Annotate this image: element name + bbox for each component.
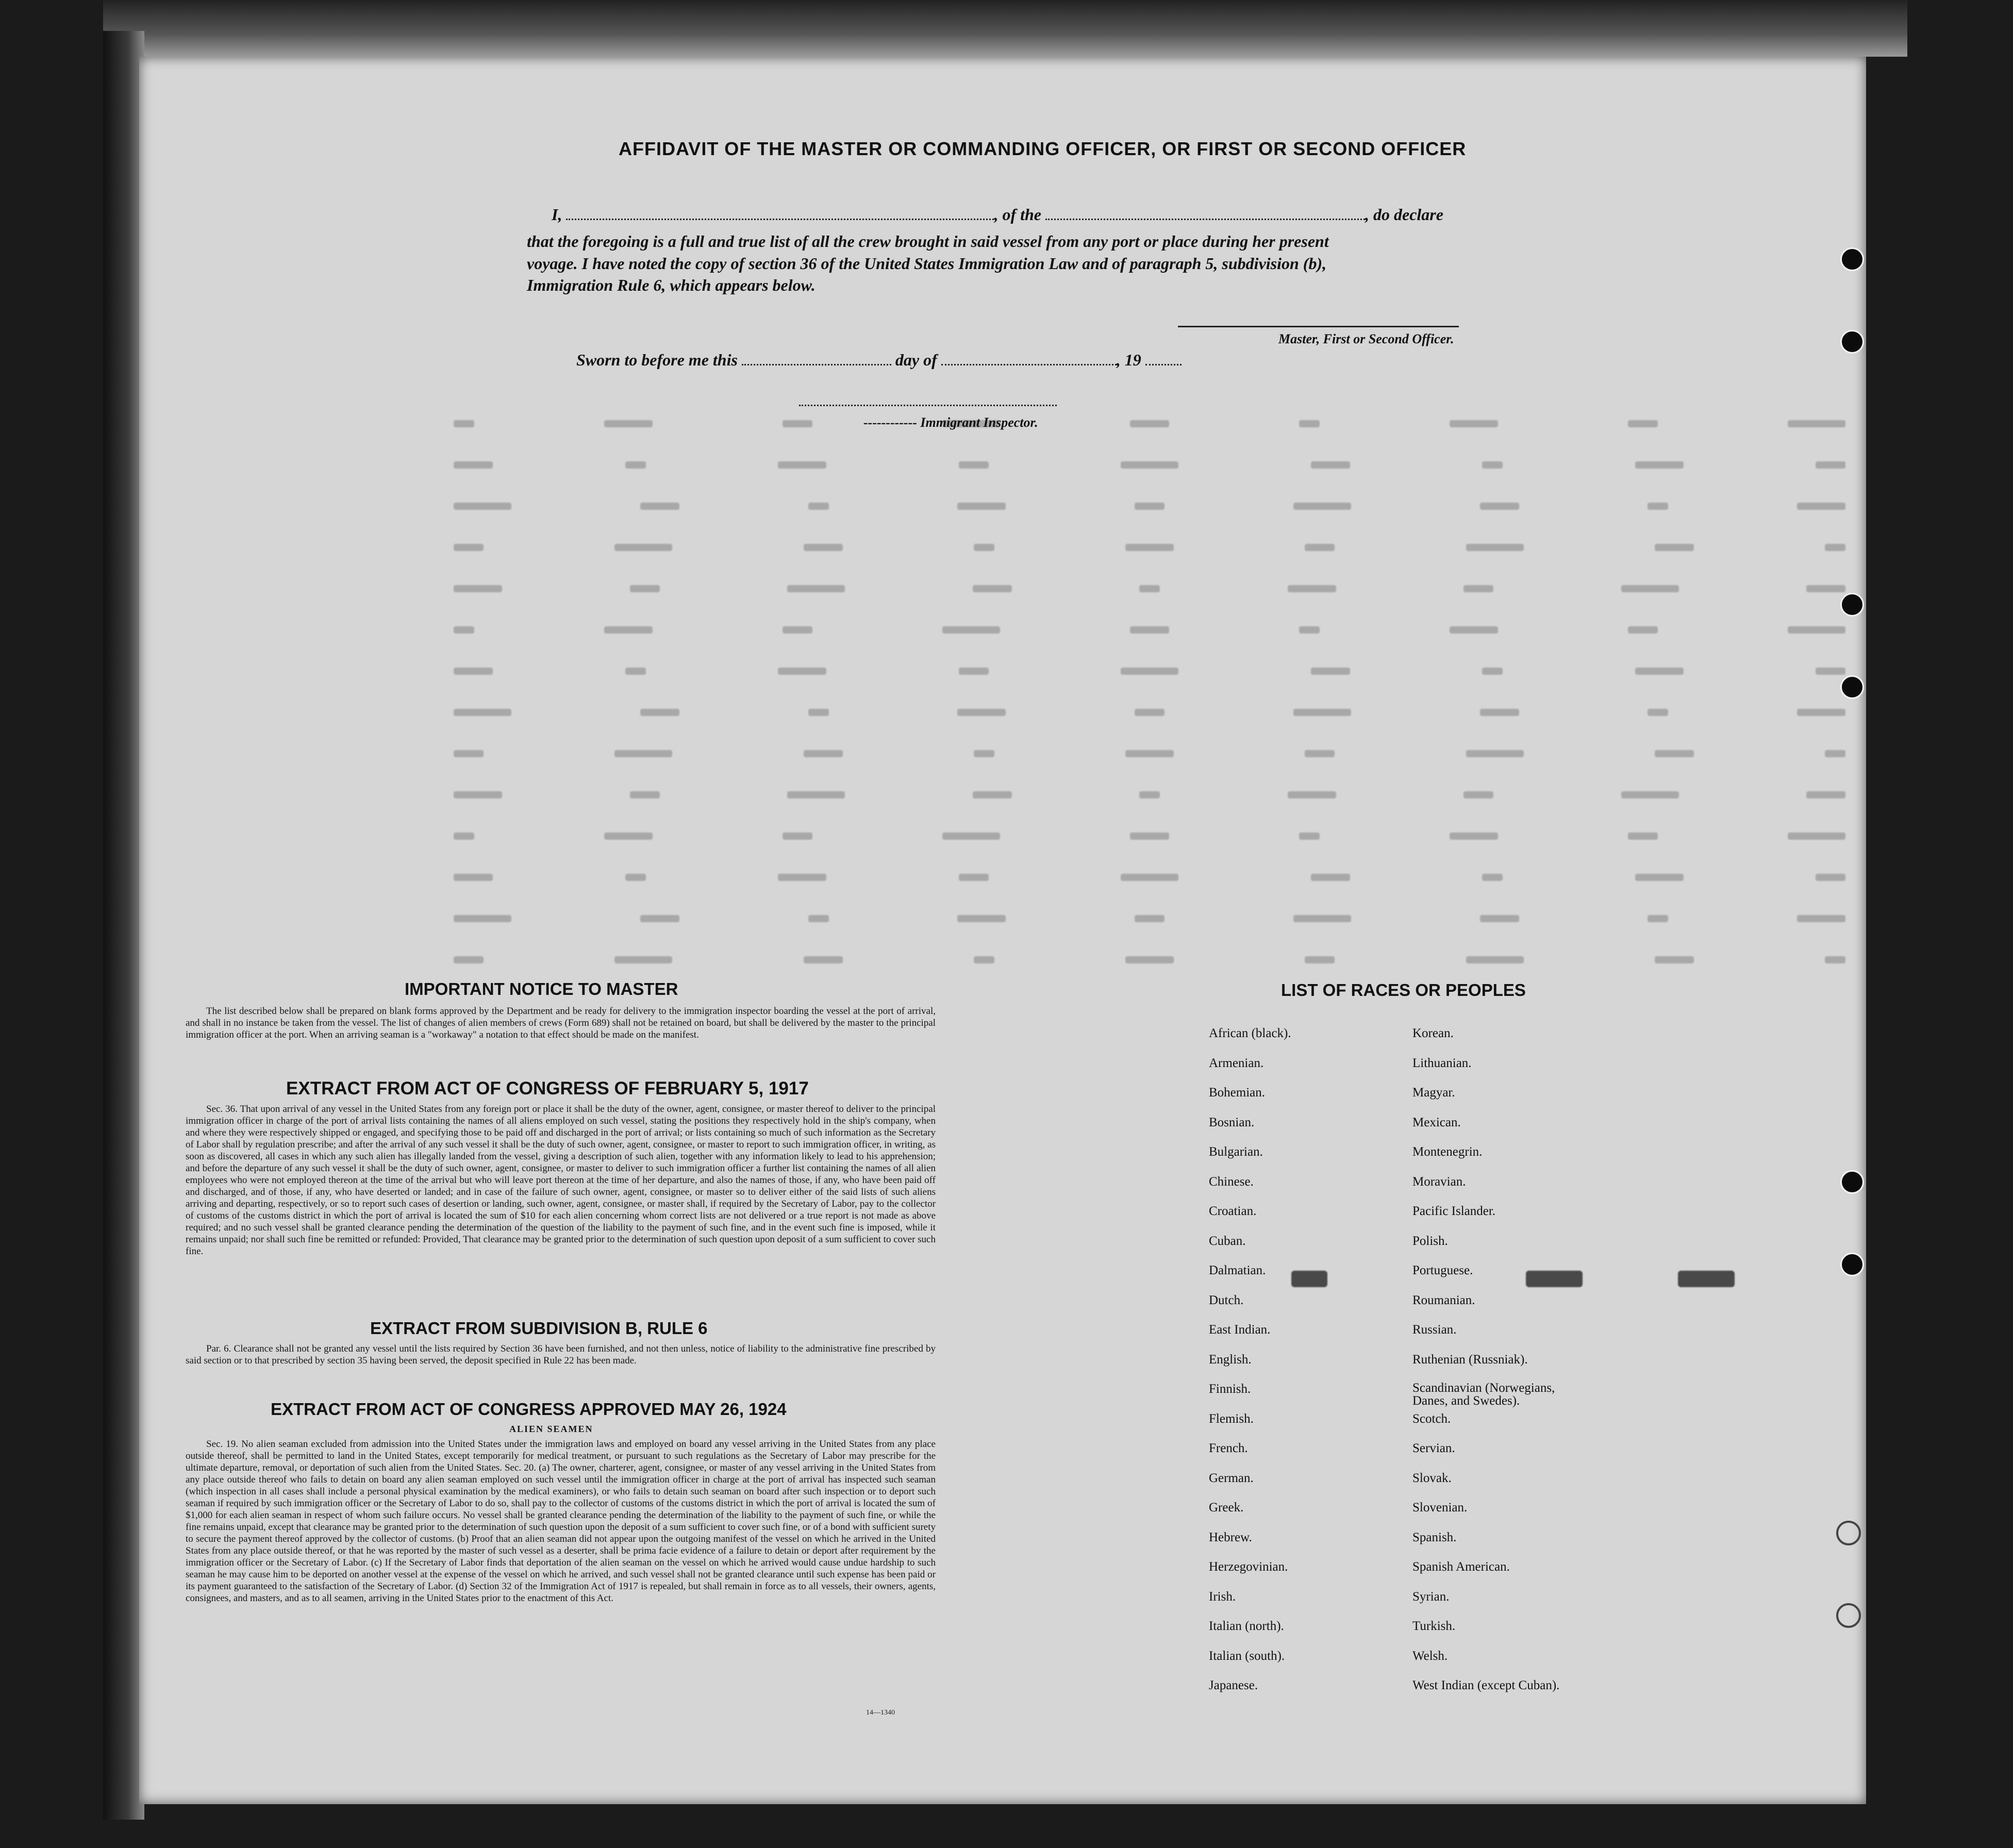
race-item: Croatian. [1209,1204,1257,1218]
binder-hole-icon [1840,1170,1864,1194]
bleed-through-mark [1311,874,1350,881]
bleed-through-row [454,585,1845,601]
race-item: West Indian (except Cuban). [1412,1678,1560,1692]
race-item: English. [1209,1352,1252,1367]
bleed-through-mark [942,833,1000,840]
races-column-1 [1209,1026,1291,1708]
notice-title: IMPORTANT NOTICE TO MASTER [405,979,678,998]
race-item: Dalmatian. [1209,1263,1266,1277]
bleed-through-mark [454,668,493,675]
race-item: Bosnian. [1209,1115,1255,1129]
bleed-through-mark [1288,791,1336,798]
bleed-through-mark [973,585,1012,592]
bleed-through-mark [783,626,812,634]
bleed-through-mark [630,585,660,592]
bleed-through-mark [1125,956,1174,963]
affidavit-title: AFFIDAVIT OF THE MASTER OR COMMANDING OFFICER, OR FIRST OR SECOND OFFICER [619,138,1467,159]
race-item: Welsh. [1412,1649,1448,1663]
race-item: Dutch. [1209,1293,1244,1307]
race-item: Montenegrin. [1412,1145,1483,1159]
bleed-through-mark [1305,750,1335,757]
bleed-through-mark [783,420,812,427]
bleed-through-mark [604,833,653,840]
film-left-edge [103,31,144,1820]
bleed-through-row [454,503,1845,518]
bleed-through-mark [1311,668,1350,675]
bleed-through-mark [942,626,1000,634]
race-item: Turkish. [1412,1619,1456,1633]
sworn-line [576,351,1182,370]
bleed-through-mark [604,626,653,634]
race-item: Greek. [1209,1501,1244,1514]
race-item: Irish. [1209,1589,1236,1604]
bleed-through-mark [1480,503,1519,510]
bleed-through-mark [1806,791,1845,798]
extract-1917-title: EXTRACT FROM ACT OF CONGRESS OF FEBRUARY 5, 1917 [286,1078,809,1098]
bleed-through-row [454,750,1845,765]
bleed-through-mark [1648,915,1668,922]
bleed-through-mark [1466,544,1524,551]
bleed-through-mark [454,544,484,551]
name-blank[interactable] [566,219,994,220]
bleed-through-mark [1480,915,1519,922]
races-column-2 [1412,1026,1559,1708]
bleed-through-mark [1628,833,1658,840]
extract-1924-title: EXTRACT FROM ACT OF CONGRESS APPROVED MAY 26, 1924 [271,1400,787,1419]
bleed-through-mark [1648,709,1668,716]
bleed-through-mark [973,791,1012,798]
bleed-through-mark [1635,461,1684,469]
sworn-year-blank[interactable] [1145,364,1182,365]
affidavit-line1-end: , do declare [1365,205,1443,224]
bleed-through-mark [1130,420,1169,427]
bleed-through-mark [1139,791,1160,798]
bleed-through-mark [778,461,826,469]
master-signature-line[interactable] [1178,326,1459,327]
bleed-through-mark [1466,750,1524,757]
alien-seamen-subtitle: ALIEN SEAMEN [509,1424,593,1434]
affidavit-line-4: Immigration Rule 6, which appears below. [527,276,816,294]
race-item: Magyar. [1412,1086,1455,1100]
bleed-through-mark [1816,668,1845,675]
race-item: Flemish. [1209,1411,1254,1426]
bleed-through-mark [454,709,511,716]
race-item: Chinese. [1209,1174,1254,1189]
affidavit-line1-mid: , of the [994,205,1041,224]
bleed-through-row [454,420,1845,436]
bleed-through-mark [1655,750,1694,757]
bleed-through-mark [787,585,845,592]
bleed-through-mark [957,503,1006,510]
bleed-through-mark [640,503,679,510]
bleed-through-mark [1450,833,1498,840]
bleed-through-row [454,956,1845,972]
bleed-through-mark [1135,915,1164,922]
race-item: Servian. [1412,1441,1455,1455]
race-item: Moravian. [1412,1174,1466,1189]
bleed-through-mark [625,668,646,675]
bleed-through-mark [1621,585,1679,592]
race-item: East Indian. [1209,1323,1271,1337]
bleed-through-mark [1825,544,1845,551]
race-item: Korean. [1412,1026,1454,1040]
bleed-through-mark [1482,461,1503,469]
bleed-through-row [454,461,1845,477]
bleed-through-mark [1463,791,1493,798]
bleed-through-mark [1305,544,1335,551]
bleed-through-mark [1463,585,1493,592]
sworn-day-label: day of [895,351,937,369]
bleed-through-mark [1797,709,1845,716]
race-item: Spanish American. [1412,1560,1510,1574]
race-item: Bulgarian. [1209,1145,1263,1159]
bleed-through-mark [1125,544,1174,551]
bleed-through-mark [778,668,826,675]
race-item: French. [1209,1441,1248,1455]
inspector-signature-line[interactable] [799,405,1057,406]
race-item: Spanish. [1412,1530,1457,1544]
bleed-through-row [454,915,1845,930]
bleed-through-mark [974,750,994,757]
binder-hole-icon [1840,247,1864,271]
bleed-through-mark [1299,626,1320,634]
affidavit-line1-start: I, [552,205,562,224]
race-item: Polish. [1412,1234,1448,1248]
race-item: German. [1209,1471,1254,1485]
bleed-through-mark [1121,874,1178,881]
race-item: Japanese. [1209,1678,1258,1692]
bleed-through-row [454,833,1845,848]
affidavit-line-3: voyage. I have noted the copy of section 36 of the United States Immigration Law and of paragraph 5, subdivision (b), [527,254,1327,273]
bleed-through-mark [1305,956,1335,963]
bleed-through-mark [1130,626,1169,634]
bleed-through-mark [454,874,493,881]
bleed-through-mark [1293,503,1351,510]
ink-smudge [1678,1271,1735,1287]
bleed-through-mark [614,956,672,963]
bleed-through-row [454,709,1845,724]
race-item: Portuguese. [1412,1263,1473,1277]
extract-rule6-body: Par. 6. Clearance shall not be granted any vessel until the lists required by Section 36 have been furnished, and not then unless, notice of liability to the administrative fine prescribed by said section or to that prescribed by section 35 having been served, the deposit specified in Rule 22 has been made. [186,1343,936,1366]
bleed-through-mark [804,750,843,757]
extract-rule6-title: EXTRACT FROM SUBDIVISION B, RULE 6 [370,1319,708,1338]
bleed-through-row [454,544,1845,559]
bleed-through-mark [1797,915,1845,922]
bleed-through-mark [1825,750,1845,757]
film-top-edge [103,0,1907,57]
bleed-through-mark [630,791,660,798]
races-title: LIST OF RACES OR PEOPLES [1281,980,1526,1000]
bleed-through-mark [1121,668,1178,675]
inspector-caption: ------------ Immigrant Inspector. [863,415,1038,430]
race-item: Mexican. [1412,1115,1461,1129]
bleed-through-mark [1293,915,1351,922]
bleed-through-mark [783,833,812,840]
bleed-through-mark [808,915,829,922]
sworn-day-blank[interactable] [742,364,891,365]
bleed-through-row [454,626,1845,642]
bleed-through-mark [454,420,474,427]
bleed-through-mark [1466,956,1524,963]
bleed-through-mark [1635,874,1684,881]
sworn-year-label: , 19 [1116,351,1141,369]
race-item: African (black). [1209,1026,1291,1040]
bleed-through-mark [1130,833,1169,840]
bleed-through-mark [640,709,679,716]
race-item: Italian (north). [1209,1619,1284,1633]
sworn-start: Sworn to before me this [576,351,738,369]
bleed-through-mark [1293,709,1351,716]
affidavit-line-2: that the foregoing is a full and true list of all the crew brought in said vessel from any port or place during her present [527,232,1329,251]
race-item: Roumanian. [1412,1293,1475,1307]
bleed-through-mark [454,750,484,757]
bleed-through-mark [957,709,1006,716]
bleed-through-mark [1139,585,1160,592]
race-item: Ruthenian (Russniak). [1412,1352,1528,1367]
bleed-through-mark [640,915,679,922]
bleed-through-mark [1655,544,1694,551]
race-item: Italian (south). [1209,1649,1285,1663]
bleed-through-mark [1135,709,1164,716]
bleed-through-mark [808,503,829,510]
extract-1924-body: Sec. 19. No alien seaman excluded from admission into the United States under the immigration laws and employed on board any vessel arriving in the United States from any place outside thereof, shall be permitted to land in the United States, except temporarily for medical treatment, or pursuant to such regulations as the Secretary of Labor may prescribe for the ultimate departure, removal, or deportation of such alien from the United States. Sec. 20. (a) The owner, charterer, agent, consignee, or master of any vessel arriving in the United States from any place outside thereof who fails to detain on board any alien seaman employed on such vessel until the immigration officer in charge at the port of arrival has inspected such seaman (which inspection in all cases shall include a personal physical examination by the medical examiners), or who fails to detain such seaman on board after such inspection or to deport such seaman if required by such immigration officer or the Secretary of Labor to do so, shall pay to the collector of customs of the customs district in which the port of arrival is located the sum of $1,000 for each alien seaman in respect of whom such failure occurs. No vessel shall be granted clearance pending the determination of the liability to the payment of such fine, or while the fine remains unpaid, except that clearance may be granted prior to the determination of such question upon the deposit of a sum sufficient to cover such fine, or of a bond with sufficient surety to secure the payment thereof approved by the collector of customs. (b) Proof that an alien seaman did not appear upon the outgoing manifest of the vessel on which he arrived in the United States from any place outside thereof, or that he was reported by the master of such vessel as a deserter, shall be prima facie evidence of a failure to detain or deport after requirement by the immigration officer or the Secretary of Labor. (c) If the Secretary of Labor finds that deportation of the alien seaman on the vessel on which he arrived would cause undue hardship to such seaman he may cause him to be deported on another vessel at the expense of the vessel on which he arrived, and such vessel shall not be granted clearance until such expense has been paid or its payment guaranteed to the satisfaction of the Secretary of Labor. (d) Section 32 of the Immigration Act of 1917 is repealed, but shall remain in force as to all vessels, their owners, agents, consignees, and masters, and as to all seamen, arriving in the United States prior to the enactment of this Act. [186,1439,936,1604]
bleed-through-mark [974,956,994,963]
bleed-through-mark [454,915,511,922]
ink-smudge [1526,1271,1583,1287]
race-item: Finnish. [1209,1382,1251,1396]
bleed-through-mark [454,503,511,510]
binder-hole-icon [1840,330,1864,354]
binder-ring-icon [1836,1521,1861,1545]
bleed-through-mark [1482,668,1503,675]
bleed-through-mark [454,461,493,469]
race-item: Slovenian. [1412,1501,1468,1514]
bleed-through-mark [1788,420,1845,427]
bleed-through-mark [1788,626,1845,634]
bleed-through-mark [614,750,672,757]
race-item: Hebrew. [1209,1530,1252,1544]
bleed-through-mark [1655,956,1694,963]
binder-hole-icon [1840,1253,1864,1276]
bleed-through-mark [959,668,989,675]
sworn-month-blank[interactable] [941,364,1117,365]
race-item: Herzegovinian. [1209,1560,1288,1574]
bleed-through-mark [1621,791,1679,798]
bleed-through-mark [454,585,502,592]
race-item: Russian. [1412,1323,1457,1337]
bleed-through-mark [1311,461,1350,469]
inspector-caption-text: Immigrant Inspector. [920,415,1038,430]
bleed-through-mark [625,461,646,469]
bleed-through-mark [1288,585,1336,592]
bleed-through-mark [1788,833,1845,840]
bleed-through-mark [959,874,989,881]
bleed-through-mark [959,461,989,469]
bleed-through-mark [1299,833,1320,840]
bleed-through-mark [787,791,845,798]
vessel-blank[interactable] [1045,219,1365,220]
bleed-through-mark [454,956,484,963]
race-item: Scandinavian (Norwegians, Danes, and Swedes). [1412,1381,1555,1408]
bleed-through-mark [1121,461,1178,469]
bleed-through-mark [1125,750,1174,757]
race-item: Scotch. [1412,1411,1451,1426]
race-item: Syrian. [1412,1589,1450,1604]
bleed-through-row [454,791,1845,807]
bleed-through-mark [1797,503,1845,510]
bleed-through-mark [1450,626,1498,634]
bleed-through-row [454,874,1845,889]
race-item: Bohemian. [1209,1086,1266,1100]
bleed-through-mark [957,915,1006,922]
bleed-through-mark [1299,420,1320,427]
form-code: 14—1340 [866,1709,895,1717]
bleed-through-mark [1648,503,1668,510]
bleed-through-mark [804,956,843,963]
bleed-through-mark [804,544,843,551]
bleed-through-mark [1816,461,1845,469]
race-item: Slovak. [1412,1471,1452,1485]
bleed-through-mark [808,709,829,716]
bleed-through-mark [625,874,646,881]
bleed-through-mark [614,544,672,551]
bleed-through-mark [1135,503,1164,510]
bleed-through-mark [1825,956,1845,963]
bleed-through-mark [454,791,502,798]
race-item: Lithuanian. [1412,1056,1472,1070]
bleed-through-mark [1816,874,1845,881]
master-caption: Master, First or Second Officer. [1278,331,1454,346]
bleed-through-mark [604,420,653,427]
bleed-through-mark [778,874,826,881]
race-item: Cuban. [1209,1234,1246,1248]
bleed-through-mark [1628,626,1658,634]
bleed-through-mark [1450,420,1498,427]
bleed-through-mark [1482,874,1503,881]
bleed-through-mark [454,626,474,634]
bleed-through-mark [974,544,994,551]
race-item: Armenian. [1209,1056,1264,1070]
bleed-through-mark [1480,709,1519,716]
bleed-through-mark [1806,585,1845,592]
bleed-through-row [454,668,1845,683]
bleed-through-mark [454,833,474,840]
extract-1917-body: Sec. 36. That upon arrival of any vessel in the United States from any foreign port or place it shall be the duty of the owner, agent, consignee, or master thereof to deliver to the principal immigration officer in charge of the port of arrival lists containing the names of all aliens employed on such vessel, stating the positions they respectively hold in the ship's company, when and where they were respectively shipped or engaged, and specifying those to be paid off and discharged in the port of arrival; or lists containing so much of such information as the Secretary of Labor shall by regulation prescribe; and after the arrival of any such vessel it shall be the duty of such owner, agent, consignee, or master to report to such immigration officer, in writing, as soon as discovered, all cases in which any such alien has illegally landed from the vessel, giving a description of such alien, together with any information likely to lead to his apprehension; and before the departure of any such vessel it shall be the duty of such owner, agent, consignee, or master to deliver to such immigration officer a further list containing the names of all alien employees who were not employed thereon at the time of the arrival but who will leave port thereon at the time of her departure, and also the names of those, if any, who have been paid off and discharged, and of those, if any, who have deserted or landed; and in case of the failure of such owner, agent, consignee, or master so to deliver either of the said lists of such aliens arriving and departing, respectively, or so to report such cases of desertion or landing, such owner, agent, consignee, or master shall, if required by the Secretary of Labor, pay to the collector of customs of the customs district in which the port of arrival is located the sum of $10 for each alien concerning whom correct lists are not delivered or a true report is not made as above required; and no such vessel shall be granted clearance pending the determination of the question of the liability to the payment of such fine, and in the event such fine is imposed, while it remains unpaid; nor shall such fine be remitted or refunded: Provided, That clearance may be granted prior to the determination of such question upon deposit of a sum sufficient to cover such fine. [186,1104,936,1257]
ink-smudge [1291,1271,1327,1287]
bleed-through-mark [1628,420,1658,427]
notice-body: The list described below shall be prepared on blank forms approved by the Department and be ready for delivery to the immigration inspector boarding the vessel at the port of arrival, and shall in no instance be taken from the vessel. The list of changes of alien members of crews (Form 689) shall not be retained on board, but shall be delivered by the master to the principal immigration officer at the port. When an arriving seaman is a "workaway" a notation to that effect should be made on the manifest. [186,1006,936,1040]
race-item: Pacific Islander. [1412,1204,1496,1218]
binder-ring-icon [1836,1603,1861,1628]
affidavit-line-1 [552,205,1443,224]
bleed-through-mark [1635,668,1684,675]
